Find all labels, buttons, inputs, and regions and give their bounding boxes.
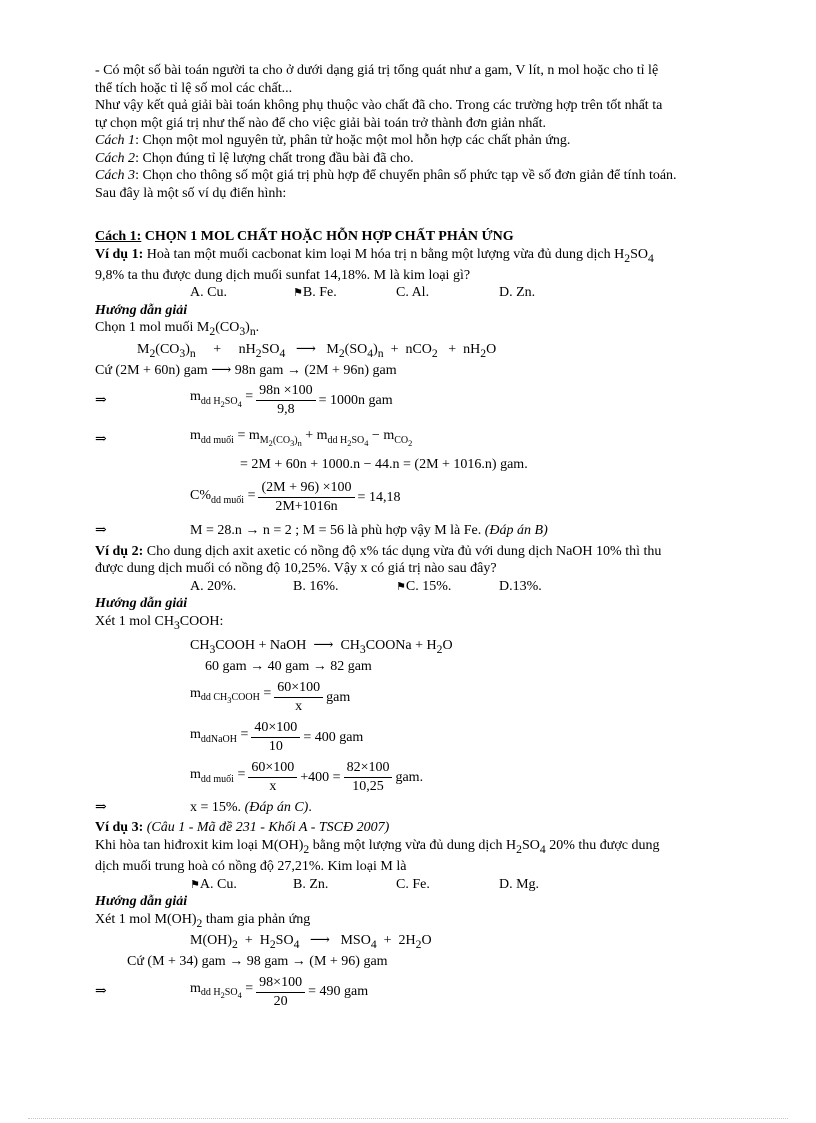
solution-heading: Hướng dẫn giải <box>95 894 188 910</box>
intro-line: thể tích hoặc tỉ lệ số mol các chất... <box>95 80 293 96</box>
option-d: D.13%. <box>499 578 542 594</box>
example-3-question: dịch muối trung hoà có nồng độ 27,21%. Kim loại M là <box>95 859 407 875</box>
option-c: ⚑C. 15%. <box>396 578 452 594</box>
document-page <box>95 62 765 1014</box>
option-d: D. Mg. <box>499 876 540 892</box>
flag-icon: ⚑ <box>396 579 406 593</box>
example-1-question: Ví dụ 1: Hoà tan một muối cacbonat kim loại M hóa trị n bằng một lượng vừa đủ dung dịch $H_2SO_4$ <box>95 246 654 265</box>
formula-mass-acid: ⇒ $m_{dd H_2SO_4}$ = $\frac{98n \times 100}{9,8}$ = 1000n gam <box>95 383 393 418</box>
option-b: ⚑B. Fe. <box>293 285 337 301</box>
example-2-options <box>95 578 765 596</box>
reaction-equation: $CH_3COOH$ + NaOH ⟶ $CH_3COONa + H_2O$ <box>190 637 453 656</box>
example-3-question: Khi hòa tan hiđroxit kim loại $M(OH)_2$ bằng một lượng vừa đủ dung dịch $H_2SO_4$ 20% thu được dung <box>95 837 660 856</box>
formula-concentration: $C\%_{dd muối}$ = $\frac{(2M + 96) \times 100}{2M+1016n}$ = 14,18 <box>190 480 401 515</box>
example-1-options <box>95 284 765 302</box>
intro-line: - Có một số bài toán người ta cho ở dưới dạng giá trị tổng quát như a gam, V lít, n mol hoặc cho tỉ lệ <box>95 63 659 78</box>
option-a: A. Cu. <box>190 285 227 301</box>
flag-icon: ⚑ <box>293 286 303 300</box>
formula-mass-acid: $m_{dd CH_3COOH}$ = $\frac{60\times 100}{x}$ gam <box>190 679 351 714</box>
intro-line: Như vậy kết quả giải bài toán không phụ thuộc vào chất đã cho. Trong các trường hợp trên tốt nhất ta <box>95 98 663 113</box>
mass-line: 60 gam → 40 gam → 82 gam <box>205 659 372 675</box>
solution-line: Cứ (2M + 60n) gam ⟶ 98n gam → (2M + 96n) gam <box>95 362 397 378</box>
solution-heading: Hướng dẫn giải <box>95 302 188 318</box>
formula-mass-solution: ⇒ $m_{dd muối} = m_{M_2(CO_3)_n} + m_{dd H_2SO_4} - m_{CO_2}$ <box>95 428 413 449</box>
example-3-question: Ví dụ 3: (Câu 1 - Mã đề 231 - Khối A - TSCĐ 2007) <box>95 820 390 836</box>
example-2-result: ⇒ x = 15%. (Đáp án C). <box>95 799 312 815</box>
example-1-result: ⇒ M = 28.n → n = 2 ; M = 56 là phù hợp vậy M là Fe. (Đáp án B) <box>95 523 548 539</box>
reaction-equation: $M(OH)_2 + H_2SO_4$ ⟶ $MSO_4 + 2H_2O$ <box>190 932 432 951</box>
option-a: A. 20%. <box>190 578 237 594</box>
page-footer-divider <box>28 1118 788 1119</box>
reaction-equation: $M_2(CO_3)_n$ + $nH_2SO_4$ ⟶ $M_2(SO_4)_n + nCO_2 + nH_2O$ <box>137 341 497 360</box>
example-1-question: 9,8% ta thu được dung dịch muối sunfat 14,18%. M là kim loại gì? <box>95 267 471 283</box>
example-2-question: Ví dụ 2: Cho dung dịch axit axetic có nồng độ x% tác dụng vừa đủ với dung dịch NaOH 10% thì thu <box>95 543 662 559</box>
method-3: Cách 3: Chọn cho thông số một giá trị phù hợp để chuyển phân số phức tạp về số đơn giản để tính toán. <box>95 168 677 183</box>
intro-line: tự chọn một giá trị như thế nào để cho việc giải bài toán trở thành đơn giản nhất. <box>95 115 547 131</box>
solution-line: Xét 1 mol $CH_3COOH$: <box>95 613 224 632</box>
option-c: C. Al. <box>396 285 430 301</box>
method-2: Cách 2: Chọn đúng tỉ lệ lượng chất trong đầu bài đã cho. <box>95 150 414 166</box>
option-b: B. 16%. <box>293 578 339 594</box>
option-c: C. Fe. <box>396 876 430 892</box>
solution-heading: Hướng dẫn giải <box>95 596 188 612</box>
flag-icon: ⚑ <box>190 877 200 891</box>
option-a: ⚑A. Cu. <box>190 876 237 892</box>
option-b: B. Zn. <box>293 876 329 892</box>
formula-mass-naoh: $m_{ddNaOH}$ = $\frac{40\times 100}{10}$ = 400 gam <box>190 719 364 754</box>
formula-mass-salt: $m_{dd muối}$ = $\frac{60\times 100}{x}$ +400 = $\frac{82\times 100}{10,25}$ gam. <box>190 759 424 794</box>
option-d: D. Zn. <box>499 285 536 301</box>
section-heading: Cách 1: CHỌN 1 MOL CHẤT HOẶC HỖN HỢP CHẤT PHẢN ỨNG <box>95 229 514 244</box>
example-2-question: được dung dịch muối có nồng độ 10,25%. Vậy x có giá trị nào sau đây? <box>95 561 497 577</box>
intro-line: Sau đây là một số ví dụ điển hình: <box>95 185 287 201</box>
method-1: Cách 1: Chọn một mol nguyên tử, phân tử hoặc một mol hỗn hợp các chất phản ứng. <box>95 133 571 148</box>
example-3-options <box>95 876 765 894</box>
formula-line: = 2M + 60n + 1000.n − 44.n = (2M + 1016.n) gam. <box>240 456 528 472</box>
solution-line: Xét 1 mol $M(OH)_2$ tham gia phản ứng <box>95 911 311 930</box>
formula-mass-acid: ⇒ $m_{dd H_2SO_4}$ = $\frac{98\times 100}{20}$ = 490 gam <box>95 974 369 1009</box>
solution-line: Chọn 1 mol muối $M_2(CO_3)_n$. <box>95 320 260 339</box>
mass-line: Cứ (M + 34) gam → 98 gam → (M + 96) gam <box>127 954 388 970</box>
